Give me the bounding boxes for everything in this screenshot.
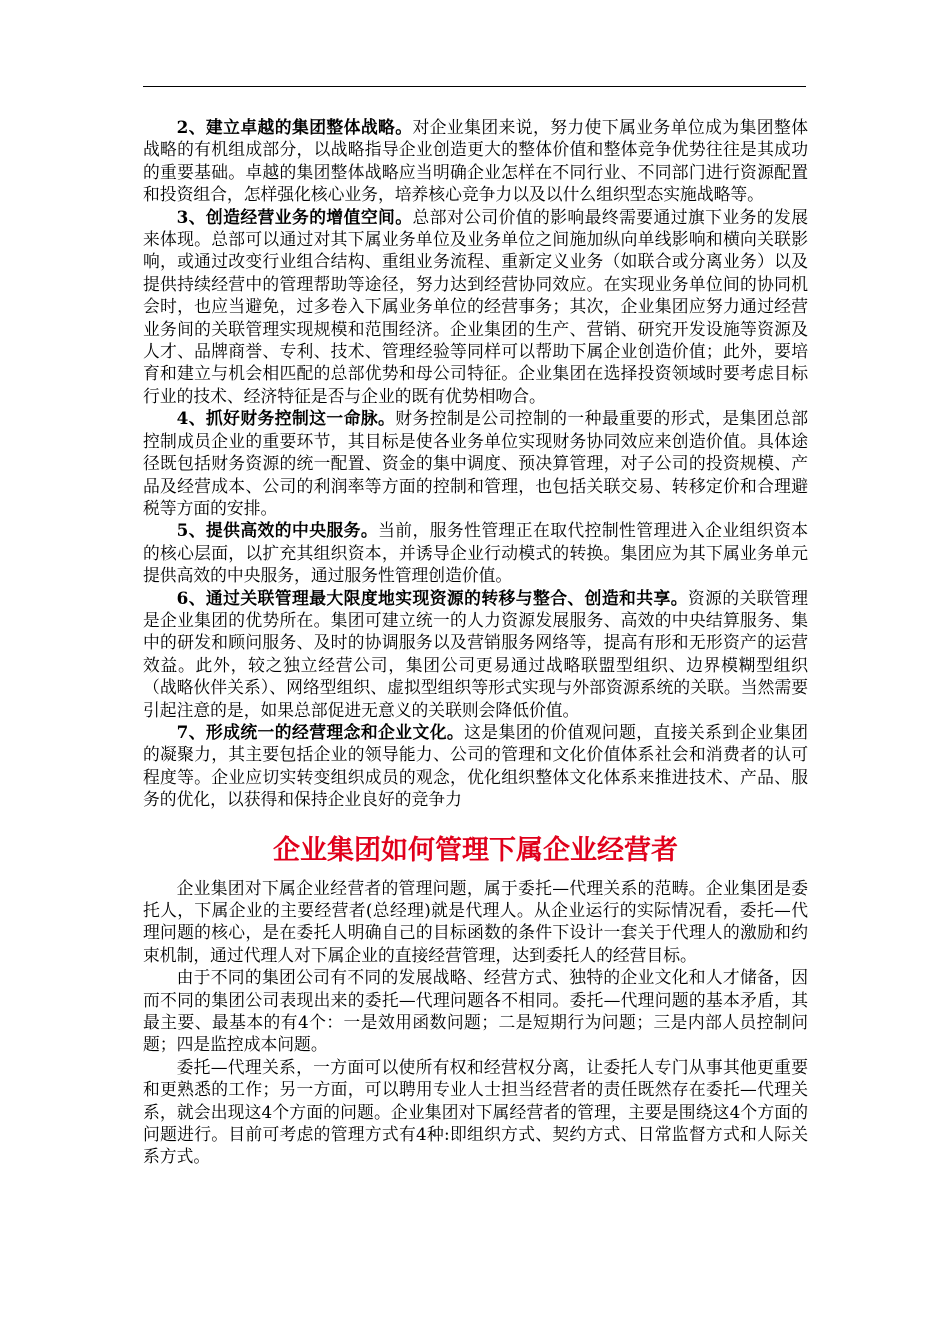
body-paragraph: 企业集团对下属企业经营者的管理问题，属于委托—代理关系的范畴。企业集团是委托人，下属企业的主要经营者(总经理)就是代理人。从企业运行的实际情况看，委托—代理问题的核心，是在委托人明确自己的目标函数的条件下设计一套关于代理人的激励和约束机制，通过代理人对下属企业的直接经营管理，达到委托人的经营目标。 xyxy=(143,877,808,965)
paragraph-heading: 3、创造经营业务的增值空间。 xyxy=(176,206,413,227)
section-title: 企业集团如何管理下属企业经营者 xyxy=(273,834,678,866)
paragraph-text: 对企业集团来说，努力使下属业务单位成为集团整体战略的有机组成部分，以战略指导企业创造更大的整体价值和整体竞争优势往往是其成功的重要基础。卓越的集团整体战略应当明确企业怎样在不同行业、不同部门进行资源配置和投资组合，怎样强化核心业务，培养核心竞争力以及以什么组织型态实施战略等。 xyxy=(143,117,808,205)
paragraph-text: 资源的关联管理是企业集团的优势所在。集团可建立统一的人力资源发展服务、高效的中央结算服务、集中的研发和顾问服务、及时的协调服务以及营销服务网络等，提高有形和无形资产的运营效益。此外，较之独立经营公司，集团公司更易通过战略联盟型组织、边界模糊型组织（战略伙伴关系）、网络型组织、虚拟型组织等形式实现与外部资源系统的关联。当然需要引起注意的是，如果总部促进无意义的关联则会降低价值。 xyxy=(143,587,808,720)
paragraph-text: 当前，服务性管理正在取代控制性管理进入企业组织资本的核心层面，以扩充其组织资本，并诱导企业行动模式的转换。集团应为其下属业务单元提供高效的中央服务，通过服务性管理创造价值。 xyxy=(143,520,808,586)
strategy-paragraph-5 xyxy=(143,519,808,586)
strategy-paragraph-2 xyxy=(143,116,808,206)
strategy-paragraph-4 xyxy=(143,407,808,519)
paragraph-text: 总部对公司价值的影响最终需要通过旗下业务的发展来体现。总部可以通过对其下属业务单位及业务单位之间施加纵向单线影响和横向关联影响，或通过改变行业组合结构、重组业务流程、重新定义业务（如联合或分离业务）以及提供持续经营中的管理帮助等途径，努力达到经营协同效应。在实现业务单位间的协同机会时，也应当避免，过多卷入下属业务单位的经营事务；其次，企业集团应努力通过经营业务间的关联管理实现规模和范围经济。企业集团的生产、营销、研究开发设施等资源及人才、品牌商誉、专利、技术、管理经验等同样可以帮助下属企业创造价值；此外，要培育和建立与机会相匹配的总部优势和母公司特征。企业集团在选择投资领域时要考虑目标行业的技术、经济特征是否与企业的既有优势相吻合。 xyxy=(143,206,808,406)
strategy-paragraph-3 xyxy=(143,206,808,408)
paragraph-text: 这是集团的价值观问题，直接关系到企业集团的凝聚力，其主要包括企业的领导能力、公司的管理和文化价值体系社会和消费者的认可程度等。企业应切实转变组织成员的观念，优化组织整体文化体系来推进技术、产品、服务的优化，以获得和保持企业良好的竞争力 xyxy=(143,721,808,810)
paragraph-heading: 7、形成统一的经营理念和企业文化。 xyxy=(176,721,465,742)
paragraph-heading: 4、抓好财务控制这一命脉。 xyxy=(176,408,396,429)
body-paragraph: 由于不同的集团公司有不同的发展战略、经营方式、独特的企业文化和人才储备，因而不同的集团公司表现出来的委托—代理问题各不相同。委托—代理问题的基本矛盾，其最主要、最基本的有4个：一是效用函数问题；二是短期行为问题；三是内部人员控制问题；四是监控成本问题。 xyxy=(143,967,808,1055)
paragraph-heading: 6、通过关联管理最大限度地实现资源的转移与整合、创造和共享。 xyxy=(176,587,688,608)
document-body xyxy=(143,116,808,1168)
strategy-paragraph-7 xyxy=(143,721,808,811)
paragraph-heading: 5、提供高效的中央服务。 xyxy=(176,520,379,541)
header-rule xyxy=(143,86,806,87)
paragraph-text: 财务控制是公司控制的一种最重要的形式，是集团总部控制成员企业的重要环节，其目标是使各业务单位实现财务协同效应来创造价值。具体途径既包括财务资源的统一配置、资金的集中调度、预决算管理，对子公司的投资规模、产品及经营成本、公司的利润率等方面的控制和管理，也包括关联交易、转移定价和合理避税等方面的安排。 xyxy=(143,408,808,518)
strategy-paragraph-6 xyxy=(143,587,808,721)
body-paragraph: 委托—代理关系，一方面可以使所有权和经营权分离，让委托人专门从事其他更重要和更熟悉的工作；另一方面，可以聘用专业人士担当经营者的责任既然存在委托—代理关系，就会出现这4个方面的问题。企业集团对下属经营者的管理，主要是围绕这4个方面的问题进行。目前可考虑的管理方式有4种:即组织方式、契约方式、日常监督方式和人际关系方式。 xyxy=(143,1056,808,1167)
paragraph-heading: 2、建立卓越的集团整体战略。 xyxy=(176,117,413,137)
